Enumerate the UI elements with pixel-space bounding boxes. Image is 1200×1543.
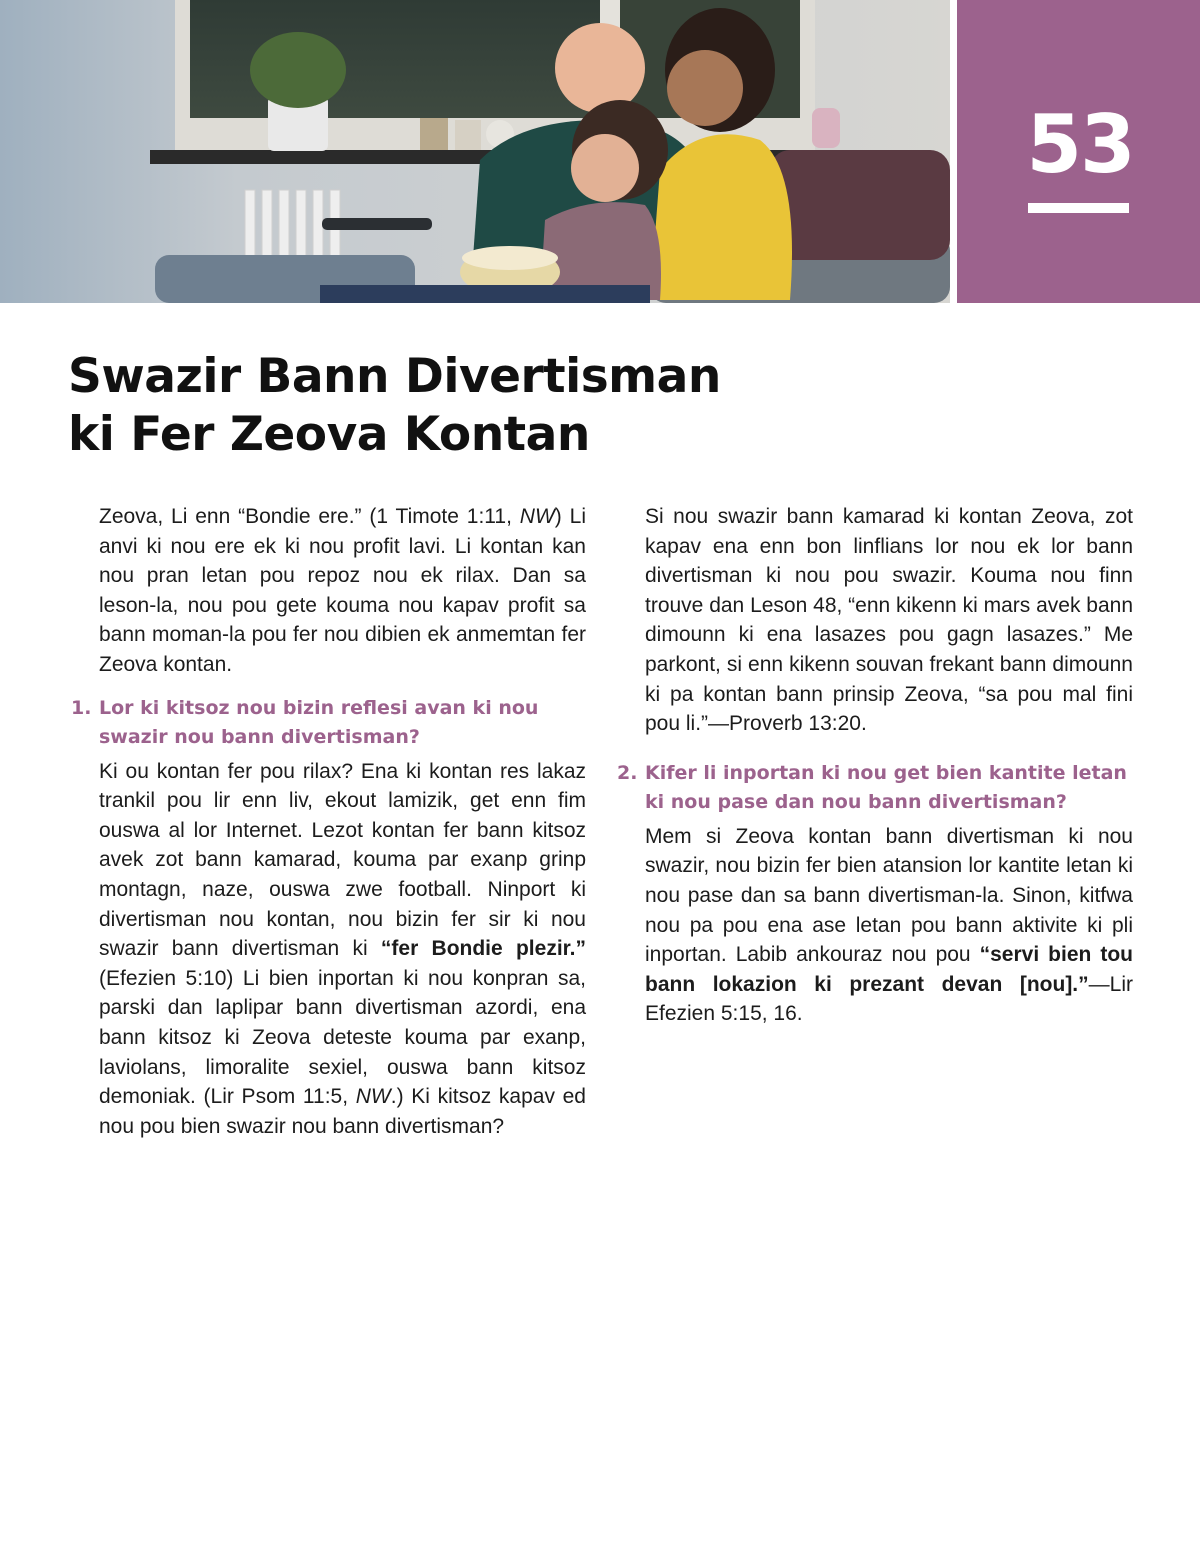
question-1-number: 1.: [71, 696, 92, 719]
intro-text-part-2: ) Li anvi ki nou ere ek ki nou profit lavi. Li kontan kan nou pran letan pou repoz nou ek rilax. Dan sa leson-la, nou pou gete kouma nou kapav profit sa bann moman-la pou fer nou dibien ek anmemtan fer Zeova kontan.: [99, 505, 586, 676]
question-2-paragraph: [645, 822, 1133, 1029]
question-2-number: 2.: [617, 761, 638, 784]
left-column: [71, 502, 587, 1141]
q1-text-part-1: Ki ou kontan fer pou rilax? Ena ki kontan res lakaz trankil pou lir enn liv, ekout lamizik, get enn fim ouswa al lor Internet. Lezot kontan fer bann kitsoz avek zot bann kamarad, kouma par exanp grinp montagn, naze, ouswa zwe football. Ninport ki divertisman nou kontan, nou bizin fer sir ki nou swazir bann divertisman ki: [99, 759, 586, 961]
q2-text-part-1: Mem si Zeova kontan bann divertisman ki nou swazir, nou bizin fer bien atansion lor kantite letan ki nou pase dan sa bann divertisman-la. Sinon, kitfwa nou pa pou ena ase letan pou bann aktivite ki pli inportan. Labib ankouraz nou pou: [645, 824, 1133, 967]
lesson-title-line-1: Swazir Bann Divertisman: [68, 349, 721, 404]
q1-scripture-quote: “fer Bondie plezir.”: [380, 937, 587, 961]
question-1-paragraph: [99, 757, 586, 1142]
q1-text-part-2: (Efezien 5:10) Li bien inportan ki nou konpran sa, parski dan laplipar bann divertisman azordi, ena bann kitsoz ki Zeova deteste kouma par exanp, laviolans, limoralite sexiel, ouswa bann kitsoz demoniak. (Lir Psom 11:5,: [99, 966, 586, 1109]
intro-reference-abbrev: NW: [519, 505, 555, 528]
family-watching-tv-illustration: [0, 0, 950, 303]
right-column: [617, 502, 1134, 1029]
q1-reference-abbrev: NW: [355, 1085, 391, 1109]
question-2-text: Kifer li inportan ki nou get bien kantite letan ki nou pase dan nou bann divertisman?: [645, 761, 1127, 813]
q2-scripture-quote: “servi bien tou bann lokazion ki prezant devan [nou].”: [645, 943, 1134, 996]
question-1-text: Lor ki kitsoz nou bizin reflesi avan ki nou swazir nou bann divertisman?: [99, 696, 539, 748]
question-1-heading: [71, 694, 586, 752]
intro-paragraph: [99, 502, 586, 680]
q1-text-part-3: .) Ki kitsoz kapav ed nou pou bien swazir nou bann divertisman?: [99, 1085, 586, 1138]
lesson-number-underline: [1028, 203, 1129, 213]
q2-text-part-2: —Lir Efezien 5:15, 16.: [645, 972, 1133, 1026]
question-2-heading: [617, 759, 1133, 817]
question-1-continuation-paragraph: Si nou swazir bann kamarad ki kontan Zeova, zot kapav ena enn bon linflians lor nou ek lor bann divertisman ki nou pou swazir. Kouma nou finn trouve dan Leson 48, “enn kikenn ki mars avek bann dimounn ki ena lasazes pou gagn lasazes.” Me parkont, si enn kikenn souvan frekant bann dimounn ki pa kontan bann prinsip Zeova, “sa pou mal fini pou li.”—Proverb 13:20.: [645, 505, 1133, 736]
intro-text-part-1: Zeova, Li enn “Bondie ere.” (1 Timote 1:11,: [99, 505, 520, 528]
header-photo: [0, 0, 950, 303]
lesson-number: 53: [1026, 98, 1134, 191]
lesson-title-line-2: ki Fer Zeova Kontan: [68, 407, 590, 462]
lesson-title: [68, 348, 721, 464]
